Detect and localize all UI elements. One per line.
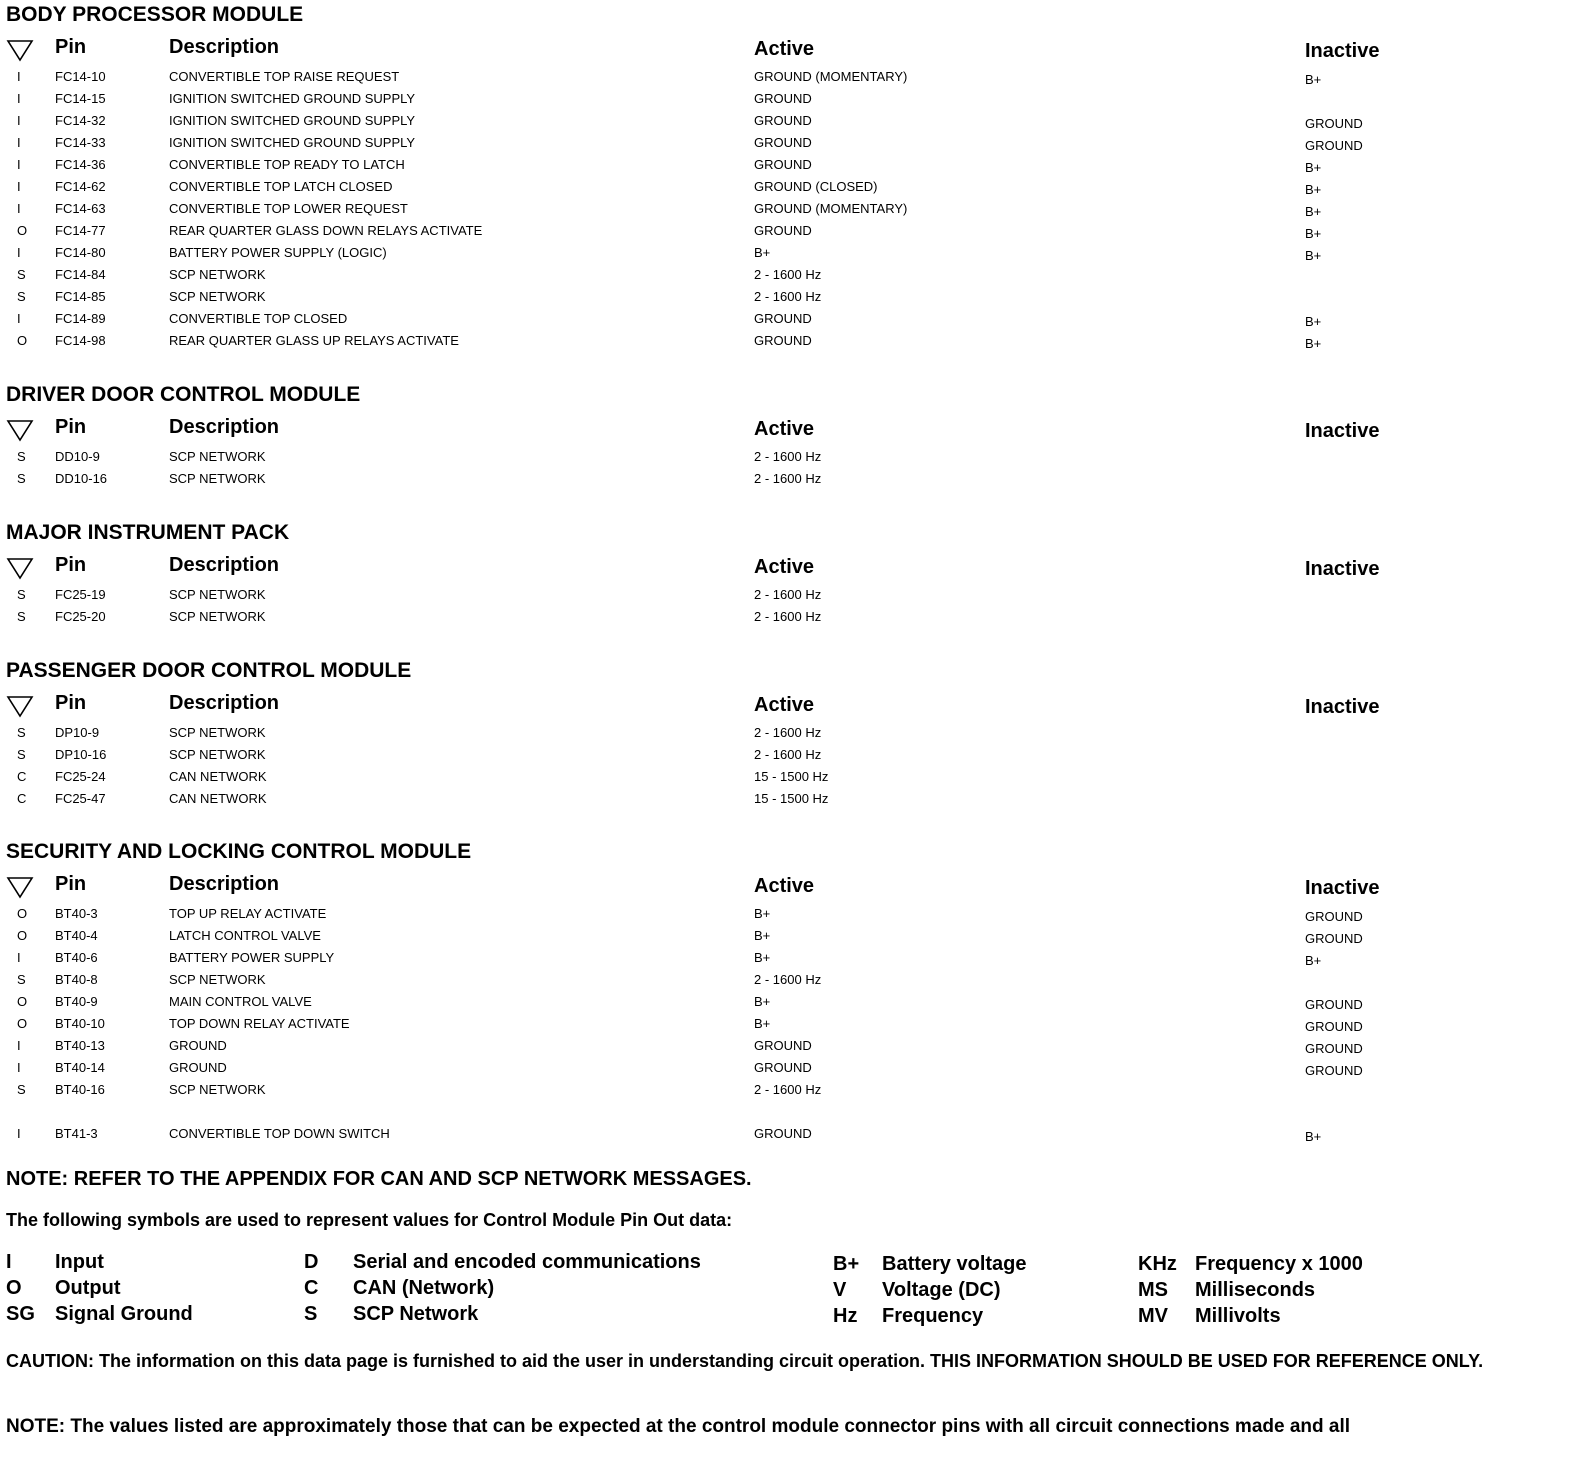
cell-active: GROUND [754,135,812,150]
cell-description: GROUND [169,1060,227,1075]
table-row [0,67,1584,89]
header-inactive: Inactive [1305,877,1380,899]
cell-type: O [17,333,28,348]
legend-meaning: Output [55,1277,121,1299]
cell-description: TOP UP RELAY ACTIVATE [169,906,327,921]
cell-active: GROUND [754,1038,812,1053]
header-pin: Pin [55,873,87,895]
table-row [0,607,1584,629]
cell-type: I [17,1060,21,1075]
header-active: Active [754,38,815,60]
cell-active: 2 - 1600 Hz [754,267,822,282]
header-description: Description [169,416,280,438]
cell-pin: FC25-19 [55,587,106,602]
cell-inactive: GROUND [1305,116,1363,131]
cell-type: C [17,791,27,806]
triangle-down-icon [6,556,34,580]
cell-pin: BT40-14 [55,1060,105,1075]
legend-meaning: Serial and encoded communications [353,1251,701,1273]
cell-type: I [17,69,21,84]
table-body [0,904,1584,1146]
header-description: Description [169,554,280,576]
legend-meaning: Frequency x 1000 [1195,1253,1363,1275]
cell-description: MAIN CONTROL VALVE [169,994,312,1009]
header-active: Active [754,875,815,897]
cell-description: SCP NETWORK [169,289,266,304]
table-header [0,416,1584,446]
cell-inactive: GROUND [1305,1063,1363,1078]
cell-active: GROUND [754,1060,812,1075]
header-active: Active [754,694,815,716]
cell-description: SCP NETWORK [169,587,266,602]
note-appendix: NOTE: REFER TO THE APPENDIX FOR CAN AND SCP NETWORK MESSAGES. [6,1168,752,1190]
cell-description: GROUND [169,1038,227,1053]
legend-meaning: Voltage (DC) [882,1279,1001,1301]
cell-type: I [17,201,21,216]
cell-description: CAN NETWORK [169,791,267,806]
cell-pin: DD10-9 [55,449,100,464]
legend-symbol: O [6,1277,22,1299]
cell-type: S [17,747,26,762]
cell-pin: BT40-10 [55,1016,105,1031]
cell-description: SCP NETWORK [169,725,266,740]
cell-active: GROUND [754,157,812,172]
cell-active: B+ [754,928,771,943]
table-row [0,243,1584,265]
cell-inactive: GROUND [1305,997,1363,1012]
cell-description: IGNITION SWITCHED GROUND SUPPLY [169,113,416,128]
cell-type: I [17,91,21,106]
header-description: Description [169,36,280,58]
cell-active: 15 - 1500 Hz [754,791,829,806]
cell-description: IGNITION SWITCHED GROUND SUPPLY [169,135,416,150]
cell-active: GROUND [754,333,812,348]
legend-meaning: CAN (Network) [353,1277,495,1299]
table-row [0,926,1584,948]
header-inactive: Inactive [1305,40,1380,62]
legend-symbol: Hz [833,1305,858,1327]
table-row [0,469,1584,491]
cell-type: I [17,1038,21,1053]
cell-pin: FC14-63 [55,201,106,216]
cell-description: CONVERTIBLE TOP LOWER REQUEST [169,201,408,216]
triangle-down-icon [6,694,34,718]
table-row [0,789,1584,811]
cell-active: B+ [754,245,771,260]
cell-type: O [17,906,28,921]
cell-active: 2 - 1600 Hz [754,747,822,762]
cell-inactive: B+ [1305,314,1322,329]
cell-active: 2 - 1600 Hz [754,1082,822,1097]
header-active: Active [754,556,815,578]
cell-type: C [17,769,27,784]
cell-active: GROUND [754,1126,812,1141]
cell-description: TOP DOWN RELAY ACTIVATE [169,1016,350,1031]
cell-type: I [17,135,21,150]
table-header [0,692,1584,722]
cell-inactive: B+ [1305,226,1322,241]
table-row [0,767,1584,789]
cell-active: B+ [754,950,771,965]
section-title: PASSENGER DOOR CONTROL MODULE [6,659,412,682]
legend-meaning: Input [55,1251,104,1273]
section-title: SECURITY AND LOCKING CONTROL MODULE [6,840,472,863]
cell-description: SCP NETWORK [169,267,266,282]
cell-type: S [17,471,26,486]
table-row [0,723,1584,745]
table-row [0,111,1584,133]
cell-description: BATTERY POWER SUPPLY [169,950,335,965]
legend-meaning: Frequency [882,1305,984,1327]
cell-description: SCP NETWORK [169,972,266,987]
cell-active: GROUND [754,311,812,326]
cell-description: LATCH CONTROL VALVE [169,928,321,943]
header-active: Active [754,418,815,440]
header-inactive: Inactive [1305,420,1380,442]
table-row [0,585,1584,607]
table-body [0,723,1584,811]
table-row [0,1036,1584,1058]
cell-active: GROUND [754,113,812,128]
cell-inactive: GROUND [1305,909,1363,924]
table-body [0,447,1584,491]
cell-inactive: GROUND [1305,1019,1363,1034]
cell-type: O [17,994,28,1009]
header-inactive: Inactive [1305,696,1380,718]
cell-pin: FC14-62 [55,179,106,194]
header-pin: Pin [55,554,87,576]
table-row [0,177,1584,199]
legend-meaning: Millivolts [1195,1305,1281,1327]
table-row [0,1058,1584,1080]
caution-text: CAUTION: The information on this data page is furnished to aid the user in understanding circuit operation. THIS INFORMATION SHOULD BE USED FOR REFERENCE ONLY. [6,1351,1484,1371]
cell-description: SCP NETWORK [169,471,266,486]
cell-type: I [17,950,21,965]
cell-active: B+ [754,906,771,921]
cell-active: GROUND (CLOSED) [754,179,878,194]
cell-pin: BT40-13 [55,1038,105,1053]
cell-type: O [17,1016,28,1031]
cell-active: 15 - 1500 Hz [754,769,829,784]
table-row [0,265,1584,287]
cell-description: CONVERTIBLE TOP RAISE REQUEST [169,69,400,84]
table-header [0,554,1584,584]
cell-description: IGNITION SWITCHED GROUND SUPPLY [169,91,416,106]
note-values: NOTE: The values listed are approximately those that can be expected at the control module connector pins with all circuit connections made and all [6,1416,1351,1437]
symbol-legend [0,1251,1584,1331]
cell-inactive: GROUND [1305,931,1363,946]
cell-pin: BT40-8 [55,972,98,987]
table-row [0,155,1584,177]
cell-type: I [17,179,21,194]
table-row [0,745,1584,767]
table-row [0,199,1584,221]
cell-description: CONVERTIBLE TOP CLOSED [169,311,348,326]
cell-pin: FC14-15 [55,91,106,106]
legend-meaning: Milliseconds [1195,1279,1316,1301]
legend-symbol: MV [1138,1305,1168,1327]
table-row [0,992,1584,1014]
cell-active: GROUND (MOMENTARY) [754,201,908,216]
cell-type: S [17,289,26,304]
cell-type: I [17,113,21,128]
legend-meaning: Battery voltage [882,1253,1027,1275]
cell-pin: FC14-77 [55,223,106,238]
table-row [0,948,1584,970]
cell-description: REAR QUARTER GLASS UP RELAYS ACTIVATE [169,333,459,348]
legend-symbol: S [304,1303,318,1325]
cell-pin: FC14-36 [55,157,106,172]
header-inactive: Inactive [1305,558,1380,580]
cell-type: I [17,1126,21,1141]
cell-type: S [17,449,26,464]
table-row [0,1014,1584,1036]
cell-pin: DP10-9 [55,725,100,740]
header-description: Description [169,873,280,895]
legend-symbol: KHz [1138,1253,1177,1275]
table-header [0,36,1584,66]
cell-pin: FC14-10 [55,69,106,84]
legend-symbol: V [833,1279,847,1301]
section-title: BODY PROCESSOR MODULE [6,3,304,26]
cell-type: O [17,928,28,943]
cell-type: S [17,587,26,602]
cell-inactive: B+ [1305,1129,1322,1144]
cell-description: CAN NETWORK [169,769,267,784]
cell-inactive: B+ [1305,248,1322,263]
cell-pin: FC25-20 [55,609,106,624]
cell-active: 2 - 1600 Hz [754,725,822,740]
cell-type: I [17,245,21,260]
cell-pin: DP10-16 [55,747,107,762]
symbols-intro: The following symbols are used to represent values for Control Module Pin Out data: [6,1210,733,1230]
cell-active: 2 - 1600 Hz [754,972,822,987]
cell-description: CONVERTIBLE TOP READY TO LATCH [169,157,405,172]
cell-inactive: B+ [1305,204,1322,219]
triangle-down-icon [6,38,34,62]
legend-meaning: Signal Ground [55,1303,193,1325]
cell-active: GROUND (MOMENTARY) [754,69,908,84]
cell-pin: FC14-84 [55,267,106,282]
table-row [0,287,1584,309]
triangle-down-icon [6,418,34,442]
legend-symbol: MS [1138,1279,1168,1301]
cell-type: S [17,609,26,624]
legend-meaning: SCP Network [353,1303,479,1325]
cell-type: I [17,311,21,326]
cell-active: 2 - 1600 Hz [754,609,822,624]
cell-description: SCP NETWORK [169,449,266,464]
header-description: Description [169,692,280,714]
cell-type: S [17,725,26,740]
table-body [0,585,1584,629]
table-body [0,67,1584,353]
table-row [0,970,1584,992]
cell-inactive: B+ [1305,953,1322,968]
cell-description: SCP NETWORK [169,747,266,762]
cell-active: 2 - 1600 Hz [754,587,822,602]
cell-active: B+ [754,994,771,1009]
cell-pin: FC14-89 [55,311,106,326]
cell-type: S [17,972,26,987]
table-row [0,309,1584,331]
cell-description: SCP NETWORK [169,609,266,624]
cell-description: BATTERY POWER SUPPLY (LOGIC) [169,245,387,260]
cell-description: SCP NETWORK [169,1082,266,1097]
cell-pin: FC25-24 [55,769,106,784]
legend-symbol: SG [6,1303,35,1325]
cell-pin: FC14-33 [55,135,106,150]
cell-pin: FC14-80 [55,245,106,260]
cell-active: 2 - 1600 Hz [754,471,822,486]
cell-active: 2 - 1600 Hz [754,289,822,304]
cell-inactive: GROUND [1305,1041,1363,1056]
table-row-spacer [0,1102,1584,1124]
legend-symbol: C [304,1277,319,1299]
cell-pin: BT40-3 [55,906,98,921]
table-row [0,133,1584,155]
cell-active: B+ [754,1016,771,1031]
table-row [0,904,1584,926]
table-row [0,89,1584,111]
cell-pin: BT40-16 [55,1082,105,1097]
cell-description: CONVERTIBLE TOP DOWN SWITCH [169,1126,390,1141]
table-header [0,873,1584,903]
table-row [0,1124,1584,1146]
cell-pin: BT41-3 [55,1126,98,1141]
cell-inactive: B+ [1305,72,1322,87]
triangle-down-icon [6,875,34,899]
cell-pin: FC14-85 [55,289,106,304]
cell-pin: BT40-9 [55,994,98,1009]
cell-pin: FC14-32 [55,113,106,128]
table-row [0,447,1584,469]
cell-type: O [17,223,28,238]
header-pin: Pin [55,416,87,438]
table-row [0,221,1584,243]
cell-description: CONVERTIBLE TOP LATCH CLOSED [169,179,393,194]
cell-inactive: B+ [1305,182,1322,197]
cell-pin: FC25-47 [55,791,106,806]
table-row [0,331,1584,353]
cell-inactive: B+ [1305,160,1322,175]
header-pin: Pin [55,36,87,58]
cell-inactive: B+ [1305,336,1322,351]
header-pin: Pin [55,692,87,714]
table-row [0,1080,1584,1102]
legend-symbol: D [304,1251,319,1273]
cell-type: S [17,1082,26,1097]
cell-pin: BT40-4 [55,928,98,943]
cell-type: I [17,157,21,172]
legend-symbol: I [6,1251,12,1273]
cell-active: GROUND [754,223,812,238]
section-title: MAJOR INSTRUMENT PACK [6,521,290,544]
cell-pin: BT40-6 [55,950,98,965]
cell-pin: DD10-16 [55,471,108,486]
section-title: DRIVER DOOR CONTROL MODULE [6,383,361,406]
cell-description: REAR QUARTER GLASS DOWN RELAYS ACTIVATE [169,223,483,238]
cell-active: GROUND [754,91,812,106]
cell-pin: FC14-98 [55,333,106,348]
cell-inactive: GROUND [1305,138,1363,153]
cell-active: 2 - 1600 Hz [754,449,822,464]
cell-type: S [17,267,26,282]
legend-symbol: B+ [833,1253,860,1275]
